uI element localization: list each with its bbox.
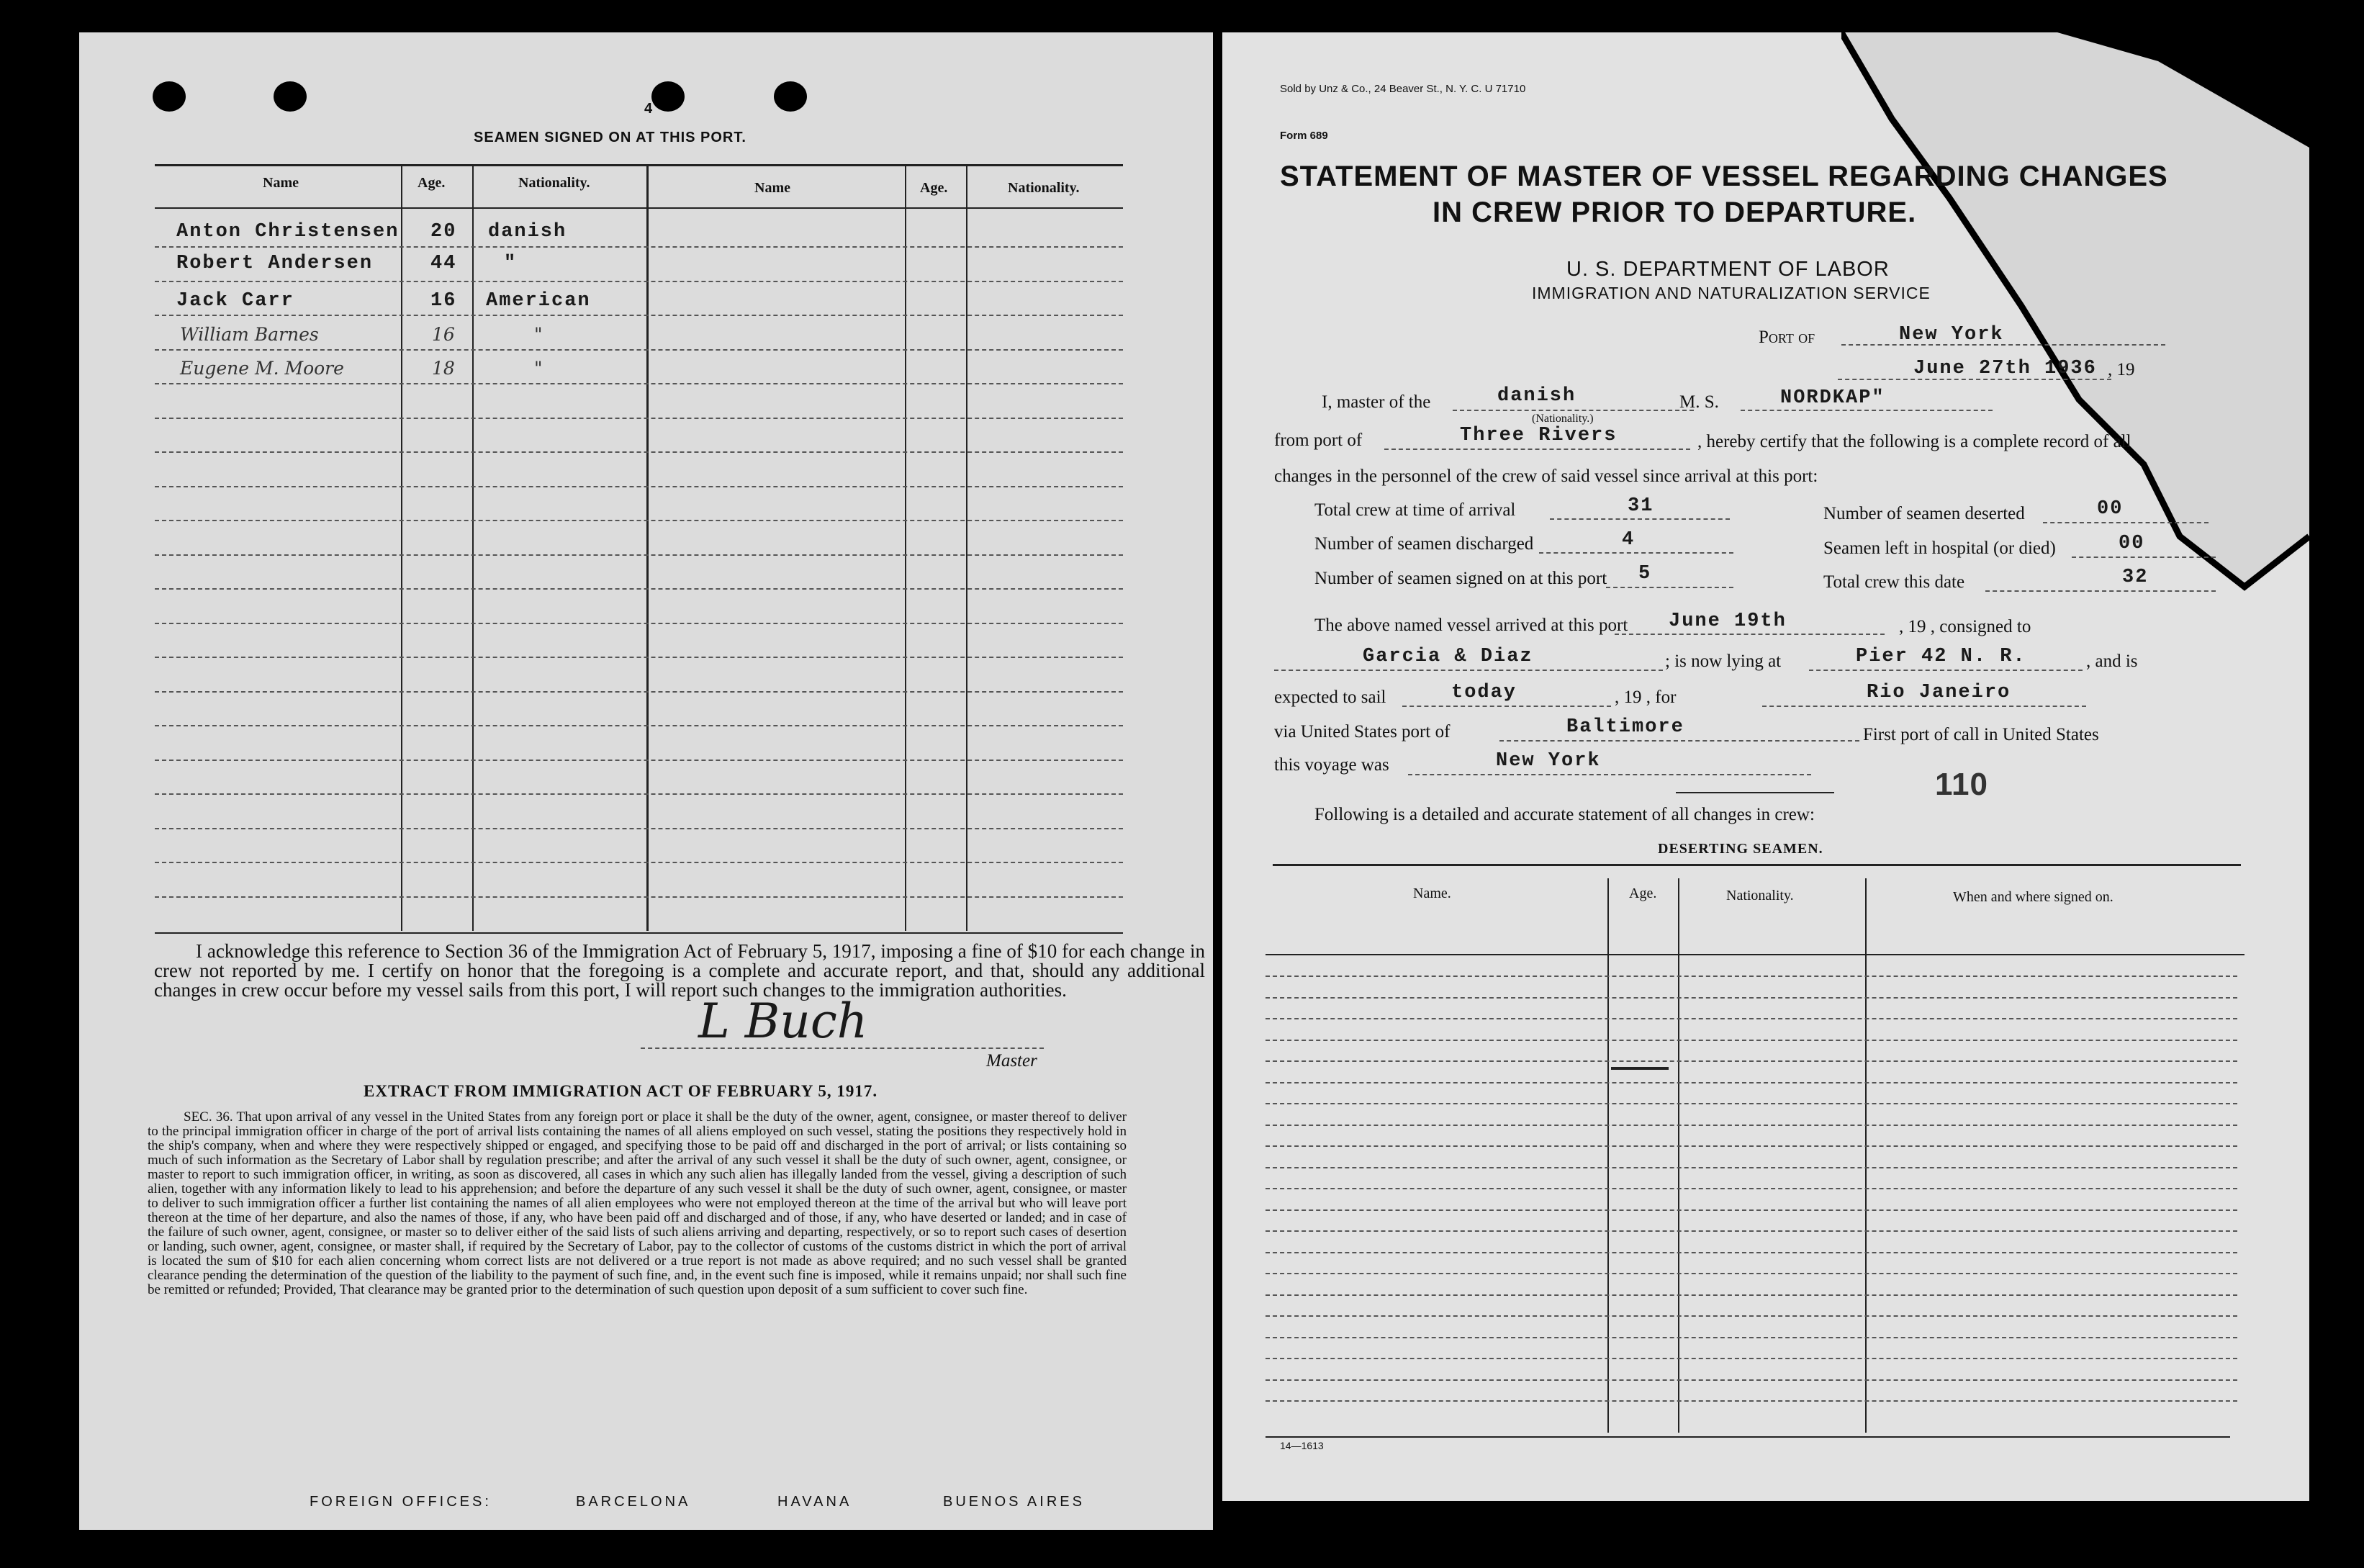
seaman-name: Anton Christensen [176, 221, 400, 243]
via-value: Baltimore [1566, 716, 1684, 738]
fill-line [1539, 552, 1733, 554]
divider-rule [1676, 792, 1834, 793]
master-signature: L Buch [698, 993, 868, 1049]
row-rule [1266, 1125, 2237, 1126]
total-crew-date-label: Total crew this date [1823, 572, 1965, 592]
seaman-age: 16 [432, 324, 455, 345]
seaman-nationality: American [486, 290, 591, 312]
master-of-label: I, master of the [1322, 392, 1431, 412]
seaman-name: Eugene M. Moore [180, 358, 344, 379]
row-rule [155, 588, 1123, 590]
and-is-text: , and is [2086, 652, 2138, 671]
consignee-value: Garcia & Diaz [1363, 646, 1533, 667]
discharged-value: 4 [1622, 529, 1636, 551]
vessel-name: NORDKAP" [1780, 387, 1885, 409]
printer-line: Sold by Unz & Co., 24 Beaver St., N. Y. C. U 71710 [1280, 83, 1526, 95]
column-header-nationality: Nationality. [518, 175, 590, 191]
row-rule [1266, 1273, 2237, 1274]
seaman-nationality: " [534, 358, 543, 379]
row-rule [1266, 1337, 2237, 1338]
column-divider [1678, 878, 1679, 1433]
fill-line [1615, 634, 1885, 635]
seaman-nationality: " [534, 324, 543, 345]
date-value: June 27th 1936 [1913, 358, 2097, 379]
left-page-title: SEAMEN SIGNED ON AT THIS PORT. [474, 130, 746, 145]
row-rule [1266, 1400, 2237, 1402]
table-bottom-rule [155, 932, 1123, 934]
table-top-rule [155, 164, 1123, 166]
seaman-age: 44 [430, 253, 457, 274]
expected-label: expected to sail [1274, 688, 1386, 707]
vessel-type: M. S. [1679, 392, 1719, 412]
signature-line [641, 1047, 1044, 1049]
via-label: via United States port of [1274, 722, 1451, 742]
certify-text: , hereby certify that the following is a complete record of all [1697, 432, 2131, 451]
punch-hole [774, 81, 807, 112]
column-divider [646, 164, 649, 931]
column-header-nationality: Nationality. [1008, 180, 1080, 196]
table-header-rule [1266, 954, 2245, 955]
row-rule [155, 691, 1123, 693]
row-rule [1266, 1209, 2237, 1211]
fill-line [1809, 670, 2083, 671]
column-header-signed-on: When and where signed on. [1953, 889, 2113, 905]
fill-line [1274, 670, 1663, 671]
seaman-name: Jack Carr [176, 290, 294, 312]
column-divider [1607, 878, 1609, 1433]
row-rule [155, 520, 1123, 521]
for-value: Rio Janeiro [1867, 682, 2011, 703]
fill-line [1550, 518, 1730, 520]
column-header-name: Name [263, 175, 299, 191]
seaman-name: Robert Andersen [176, 253, 374, 274]
punch-hole [274, 81, 307, 112]
row-rule [155, 315, 1123, 316]
row-rule [155, 623, 1123, 624]
arrived-value: June 19th [1669, 610, 1787, 632]
consigned-label: , 19 , consigned to [1899, 617, 2031, 636]
discharged-label: Number of seamen discharged [1314, 534, 1534, 554]
row-rule [1266, 1230, 2237, 1232]
row-rule [155, 793, 1123, 795]
column-header-nationality: Nationality. [1726, 888, 1794, 904]
column-header-name: Name. [1413, 886, 1451, 901]
form-title-line2: IN CREW PRIOR TO DEPARTURE. [1433, 197, 1917, 228]
seaman-age: 16 [430, 290, 457, 312]
fill-line [1762, 706, 2086, 707]
row-rule [155, 896, 1123, 898]
row-rule [1266, 1082, 2237, 1083]
row-rule [1266, 1145, 2237, 1147]
row-rule [1266, 1315, 2237, 1317]
extract-title: EXTRACT FROM IMMIGRATION ACT OF FEBRUARY 5, 1917. [364, 1082, 878, 1100]
left-page [79, 32, 1213, 1530]
row-rule [155, 281, 1123, 282]
signed-on-value: 5 [1638, 563, 1652, 585]
foreign-office: BUENOS AIRES [943, 1494, 1085, 1510]
seaman-age: 20 [430, 221, 457, 243]
foreign-office: BARCELONA [576, 1494, 691, 1510]
row-rule [155, 862, 1123, 863]
row-rule [155, 451, 1123, 453]
port-label: Port of [1759, 328, 1815, 347]
row-rule [1266, 1294, 2237, 1296]
form-number: Form 689 [1280, 130, 1328, 142]
column-header-age: Age. [418, 175, 446, 191]
seaman-age: 18 [432, 358, 455, 379]
row-rule [1266, 1252, 2237, 1253]
department-name: U. S. DEPARTMENT OF LABOR [1566, 258, 1890, 281]
fill-line [1606, 587, 1733, 588]
changes-text: changes in the personnel of the crew of said vessel since arrival at this port: [1274, 467, 1818, 486]
row-rule [1266, 1188, 2237, 1189]
row-rule [1266, 1379, 2237, 1381]
lying-value: Pier 42 N. R. [1856, 646, 2026, 667]
for-label: , 19 , for [1615, 688, 1677, 707]
row-rule [1266, 1103, 2237, 1104]
row-rule [1266, 1358, 2237, 1359]
column-divider [1865, 878, 1867, 1433]
signed-on-label: Number of seamen signed on at this port [1314, 569, 1607, 588]
table-top-rule [1273, 864, 2241, 866]
row-rule [155, 383, 1123, 384]
footer-code: 14—1613 [1280, 1440, 1324, 1451]
table-bottom-rule [1266, 1436, 2230, 1438]
extract-text: SEC. 36. That upon arrival of any vessel in the United States from any foreign port or place it shall be the duty of the owner, agent, consignee, or master thereof to deliver to the principal immigration officer in charge of the port of arrival lists containing the names of all aliens employed on such vessel, stating the positions they respectively hold in the ship's company, when and where they were respectively shipped or engaged, and specifying those to be paid off and discharged in the port of arrival; or lists containing so much of such information as the Secretary of Labor shall by regulation prescribe; and after the arrival of any such vessel it shall be the duty of such owner, agent, consignee, or master to report to such immigration officer, in writing, as soon as discovered, all cases in which any such alien has illegally landed from the vessel, giving a description of such alien, together with any information likely to lead to his apprehension; and before the departure of any such vessel it shall be the duty of such owner, agent, consignee, or master to deliver to such immigration officer a further list containing the names of all alien employees who were not employed thereon at the time of the arrival but who will leave port thereon at the time of her departure, and also the names of those, if any, who have been paid off and discharged and of those, if any, who have deserted or landed; and in case of the failure of such owner, agent, consignee, or master so to deliver either of the said lists of such aliens arriving and departing, respectively, or so to report such cases of desertion or landing, such owner, agent, consignee, or master shall, if required by the Secretary of Labor, pay to the collector of customs of the customs district in which the port of arrival is located the sum of $10 for each alien concerning whom correct lists are not delivered or a true report is not made as above required; and no such vessel shall be granted clearance pending the determination of the question of the liability to the payment of such fine, and, in the event such fine is imposed, while it remains unpaid; nor shall such fine be remitted or refunded; Provided, That clearance may be granted prior to the determination of such question upon deposit of a sum sufficient to cover such fine. [148, 1109, 1127, 1297]
row-rule [1266, 1060, 2237, 1062]
deserting-title: DESERTING SEAMEN. [1658, 841, 1823, 857]
fill-line [1499, 740, 1859, 742]
row-rule [155, 760, 1123, 761]
year-suffix: , 19 [2108, 360, 2135, 379]
column-header-age: Age. [920, 180, 948, 196]
acknowledgement-text: I acknowledge this reference to Section 36 of the Immigration Act of February 5, 1917, imposing a fine of $10 for each change in crew not reported by me. I certify on honor that the foregoing is a complete and accurate report, and that, should any additional changes in crew occur before my vessel sails from this port, I will report such changes to the immigration authorities. [154, 940, 1205, 1001]
fill-line [1453, 410, 1694, 411]
foreign-office: HAVANA [777, 1494, 852, 1510]
expected-value: today [1451, 682, 1517, 703]
nationality-caption: (Nationality.) [1532, 413, 1594, 425]
column-divider [905, 164, 906, 931]
following-text: Following is a detailed and accurate statement of all changes in crew: [1314, 805, 1815, 824]
row-rule [155, 349, 1123, 351]
port-value: New York [1899, 324, 2004, 346]
punch-hole [153, 81, 186, 112]
fill-line [1402, 706, 1611, 707]
nationality-value: danish [1497, 385, 1576, 407]
seaman-name: William Barnes [180, 324, 319, 345]
page-number: 4 [644, 101, 654, 117]
total-crew-date-value: 32 [2122, 567, 2149, 588]
deserted-value: 00 [2097, 498, 2124, 520]
total-crew-arrival-value: 31 [1628, 495, 1654, 517]
total-crew-arrival-label: Total crew at time of arrival [1314, 500, 1516, 520]
stamp-number: 110 [1935, 767, 1988, 802]
deserted-label: Number of seamen deserted [1823, 504, 2025, 523]
column-divider [966, 164, 967, 931]
table-header-rule [155, 207, 1123, 209]
row-rule [1266, 1018, 2237, 1019]
voyage-label: this voyage was [1274, 755, 1389, 775]
fill-line [1741, 410, 1993, 411]
first-port-label: First port of call in United States [1863, 725, 2099, 744]
row-rule [155, 486, 1123, 487]
hospital-label: Seamen left in hospital (or died) [1823, 539, 2056, 558]
seaman-nationality: danish [488, 221, 567, 243]
service-name: IMMIGRATION AND NATURALIZATION SERVICE [1532, 284, 1931, 302]
hospital-value: 00 [2119, 533, 2145, 554]
voyage-value: New York [1496, 750, 1601, 772]
row-rule [155, 554, 1123, 556]
column-divider [472, 164, 474, 931]
column-divider [401, 164, 402, 931]
punch-hole [651, 81, 685, 112]
from-port-value: Three Rivers [1460, 425, 1618, 446]
row-rule [155, 828, 1123, 829]
from-port-label: from port of [1274, 431, 1363, 450]
master-label: Master [986, 1051, 1037, 1071]
row-rule [155, 657, 1123, 658]
fill-line [1384, 449, 1690, 450]
form-title-line1: STATEMENT OF MASTER OF VESSEL REGARDING CHANGES [1280, 161, 2168, 192]
arrived-label: The above named vessel arrived at this port [1314, 616, 1628, 635]
row-rule [1266, 976, 2237, 977]
fill-line [2043, 522, 2209, 523]
foreign-offices-label: FOREIGN OFFICES: [310, 1494, 492, 1510]
lying-label: ; is now lying at [1665, 652, 1782, 671]
row-rule [155, 246, 1123, 248]
pen-mark [1611, 1067, 1669, 1070]
fill-line [1985, 590, 2216, 592]
seaman-nationality: " [504, 253, 518, 274]
row-rule [155, 418, 1123, 419]
row-rule [1266, 1167, 2237, 1168]
row-rule [1266, 1040, 2237, 1041]
column-header-name: Name [754, 180, 790, 196]
right-page [1222, 32, 2309, 1501]
fill-line [1408, 774, 1811, 775]
row-rule [155, 725, 1123, 726]
row-rule [1266, 997, 2237, 999]
column-header-age: Age. [1629, 886, 1657, 901]
fill-line [2072, 557, 2216, 558]
